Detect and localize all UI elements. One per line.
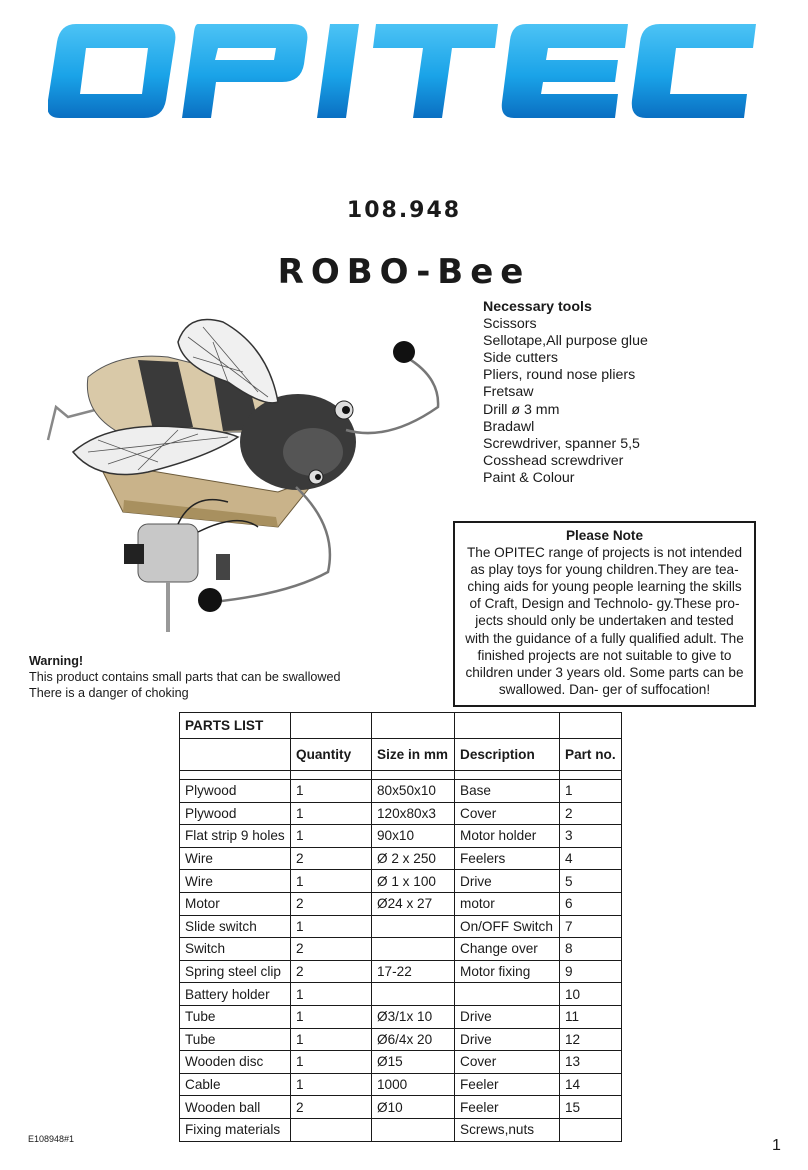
note-line: with the guidance of a fully qualified adult. The [465,630,744,646]
table-cell [291,1118,372,1141]
note-line: swallowed. Dan- ger of suffocation! [498,681,711,697]
table-cell: 6 [560,892,622,915]
document-code: E108948#1 [28,1134,75,1144]
table-row [180,960,622,983]
table-cell: 1000 [372,1073,455,1096]
table-row [180,870,622,893]
table-cell: Wire [180,870,291,893]
table-cell [372,1118,455,1141]
table-row [180,892,622,915]
table-cell: 9 [560,960,622,983]
tool-item: Drill ø 3 mm [483,401,560,418]
table-cell: Drive [455,1005,560,1028]
page-number: 1 [772,1137,781,1154]
table-cell: 11 [560,1005,622,1028]
table-row [180,915,622,938]
table-cell: Ø15 [372,1051,455,1074]
table-cell: Tube [180,1005,291,1028]
column-header: Quantity [291,739,372,771]
table-cell: Motor [180,892,291,915]
table-cell: Switch [180,938,291,961]
table-cell: 2 [291,938,372,961]
table-cell: Fixing materials [180,1118,291,1141]
note-line: The OPITEC range of projects is not intended [466,545,743,561]
tool-item: Bradawl [483,418,535,435]
table-cell [455,983,560,1006]
table-spacer-row [180,771,622,780]
tool-item: Paint & Colour [483,469,575,486]
table-row [180,1118,622,1141]
table-cell: 5 [560,870,622,893]
table-cell: Wire [180,847,291,870]
table-title-row [180,713,622,739]
table-cell: motor [455,892,560,915]
table-cell: Ø 1 x 100 [372,870,455,893]
table-cell: 2 [291,892,372,915]
tools-heading: Necessary tools [483,299,592,315]
table-cell: Ø3/1x 10 [372,1005,455,1028]
table-cell: Drive [455,870,560,893]
table-cell: 1 [291,780,372,803]
table-cell: Cover [455,802,560,825]
table-cell: 1 [291,825,372,848]
article-number: 108.948 [346,198,462,223]
table-row [180,1073,622,1096]
table-header-row [180,739,622,771]
table-cell [372,983,455,1006]
table-cell: Plywood [180,780,291,803]
table-row [180,1096,622,1119]
tool-item: Screwdriver, spanner 5,5 [483,435,640,452]
table-cell: On/OFF Switch [455,915,560,938]
tool-item: Fretsaw [483,384,534,401]
warning-heading: Warning! [29,654,84,668]
table-cell: 15 [560,1096,622,1119]
table-cell: 10 [560,983,622,1006]
table-cell: 14 [560,1073,622,1096]
table-cell: Motor holder [455,825,560,848]
parts-rows [180,780,622,1142]
tool-item: Pliers, round nose pliers [483,367,636,384]
warning-line: There is a danger of choking [29,685,189,700]
table-cell: 1 [291,1051,372,1074]
warning-line: This product contains small parts that can be swallowed [29,669,341,684]
table-row [180,847,622,870]
table-cell: 4 [560,847,622,870]
table-cell: Ø6/4x 20 [372,1028,455,1051]
note-line: finished projects are not suitable to give to [477,647,732,663]
table-cell: Spring steel clip [180,960,291,983]
table-cell: Battery holder [180,983,291,1006]
table-cell: 1 [291,802,372,825]
parts-list-table [179,712,622,1142]
note-line: ching aids for young people learning the skills [467,579,742,595]
table-cell: 1 [291,983,372,1006]
table-cell [372,915,455,938]
page-title: ROBO-Bee [277,252,531,292]
parts-list-title: PARTS LIST [180,713,291,739]
table-cell: Wooden disc [180,1051,291,1074]
robo-bee-photo [28,312,448,642]
table-cell: 2 [291,960,372,983]
table-cell: Feeler [455,1073,560,1096]
table-cell: 2 [560,802,622,825]
table-cell: 3 [560,825,622,848]
table-cell: Base [455,780,560,803]
note-line: as play toys for young children.They are tea- [470,562,739,578]
table-cell: Ø 2 x 250 [372,847,455,870]
table-cell: Flat strip 9 holes [180,825,291,848]
please-note-box [453,521,756,707]
tool-item: Scissors [483,316,537,333]
table-cell: Ø24 x 27 [372,892,455,915]
tool-item: Cosshead screwdriver [483,452,624,469]
table-cell: 80x50x10 [372,780,455,803]
table-row [180,1028,622,1051]
table-cell: 13 [560,1051,622,1074]
tool-item: Side cutters [483,350,558,367]
column-header: Size in mm [372,739,455,771]
table-cell [372,938,455,961]
table-cell: 12 [560,1028,622,1051]
table-cell: Motor fixing [455,960,560,983]
table-row [180,938,622,961]
table-cell: Feeler [455,1096,560,1119]
table-cell: 2 [291,847,372,870]
table-row [180,802,622,825]
table-cell: 1 [291,1073,372,1096]
table-cell: Cable [180,1073,291,1096]
table-row [180,1005,622,1028]
column-header [180,739,291,771]
note-heading: Please Note [565,528,644,543]
table-row [180,825,622,848]
note-line: jects should only be undertaken and tested [475,613,734,629]
table-cell: Wooden ball [180,1096,291,1119]
table-cell: Tube [180,1028,291,1051]
table-cell: Ø10 [372,1096,455,1119]
table-cell: Slide switch [180,915,291,938]
table-cell: 1 [291,915,372,938]
table-cell: 1 [291,1028,372,1051]
table-cell [560,1118,622,1141]
table-cell: 1 [291,1005,372,1028]
table-cell: 1 [560,780,622,803]
table-cell: 120x80x3 [372,802,455,825]
table-cell: Screws,nuts [455,1118,560,1141]
necessary-tools [483,299,783,487]
tool-item: Sellotape,All purpose glue [483,333,648,350]
column-header: Description [455,739,560,771]
table-cell: Cover [455,1051,560,1074]
table-cell: 90x10 [372,825,455,848]
table-cell: Plywood [180,802,291,825]
table-row [180,780,622,803]
note-line: of Craft, Design and Technolo- gy.These pro- [469,596,740,612]
choking-warning [29,654,359,701]
column-header: Part no. [560,739,622,771]
table-row [180,983,622,1006]
table-cell: 1 [291,870,372,893]
table-cell: Feelers [455,847,560,870]
table-cell: 7 [560,915,622,938]
table-row [180,1051,622,1074]
table-cell: 2 [291,1096,372,1119]
table-cell: 8 [560,938,622,961]
table-cell: Drive [455,1028,560,1051]
table-cell: 17-22 [372,960,455,983]
opitec-logo [48,18,760,128]
table-cell: Change over [455,938,560,961]
note-line: children under 3 years old. Some parts can be [465,664,744,680]
